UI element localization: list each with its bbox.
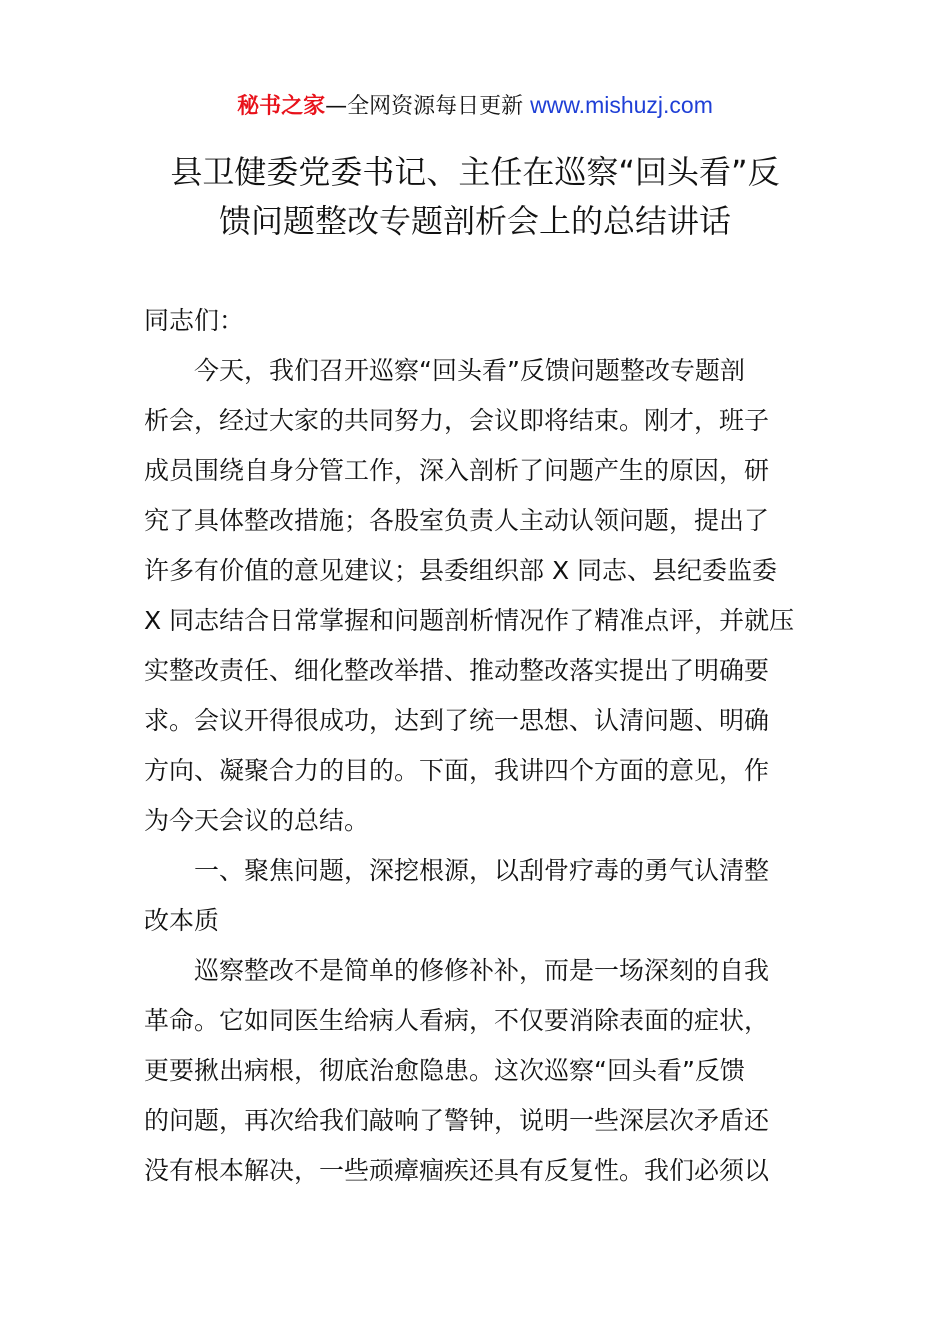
document-body [144,296,824,1196]
paragraph-line: 没有根本解决，一些顽瘴痼疾还具有反复性。我们必须以 [144,1156,770,1185]
header-tagline: —全网资源每日更新 [325,94,531,119]
paragraph-line: 的问题，再次给我们敲响了警钟，说明一些深层次矛盾还 [144,1106,770,1135]
heading-line: 改本质 [144,906,220,935]
document-title [120,148,830,246]
paragraph-section-1 [144,946,824,1196]
paragraph-line: 更要揪出病根，彻底治愈隐患。这次巡察“回头看”反馈 [144,1056,745,1085]
brand-name: 秘书之家 [237,94,326,119]
paragraph-line: 为今天会议的总结。 [144,806,370,835]
paragraph-line: 实整改责任、细化整改举措、推动整改落实提出了明确要 [144,656,770,685]
site-header [0,88,950,124]
salutation: 同志们： [144,306,245,335]
title-line: 馈问题整改专题剖析会上的总结讲话 [218,202,731,240]
paragraph-line: X 同志结合日常掌握和问题剖析情况作了精准点评，并就压 [144,606,795,635]
paragraph-line: 方向、凝聚合力的目的。下面，我讲四个方面的意见，作 [144,756,770,785]
paragraph-line: 究了具体整改措施；各股室负责人主动认领问题，提出了 [144,506,770,535]
title-line: 县卫健委党委书记、主任在巡察“回头看”反 [170,153,780,191]
paragraph-line: 巡察整改不是简单的修修补补，而是一场深刻的自我 [194,956,770,985]
paragraph-line: 成员围绕自身分管工作，深入剖析了问题产生的原因，研 [144,456,770,485]
site-url[interactable]: www.mishuzj.com [530,92,713,118]
heading-line: 一、聚焦问题，深挖根源，以刮骨疗毒的勇气认清整 [194,856,770,885]
paragraph-line: 许多有价值的意见建议；县委组织部 X 同志、县纪委监委 [144,556,778,585]
paragraph-intro [144,346,824,846]
paragraph-line: 求。会议开得很成功，达到了统一思想、认清问题、明确 [144,706,770,735]
paragraph-line: 今天，我们召开巡察“回头看”反馈问题整改专题剖 [194,356,745,385]
paragraph-line: 析会，经过大家的共同努力，会议即将结束。刚才，班子 [144,406,770,435]
paragraph-line: 革命。它如同医生给病人看病，不仅要消除表面的症状， [144,1006,770,1035]
section-heading-1 [144,846,824,946]
